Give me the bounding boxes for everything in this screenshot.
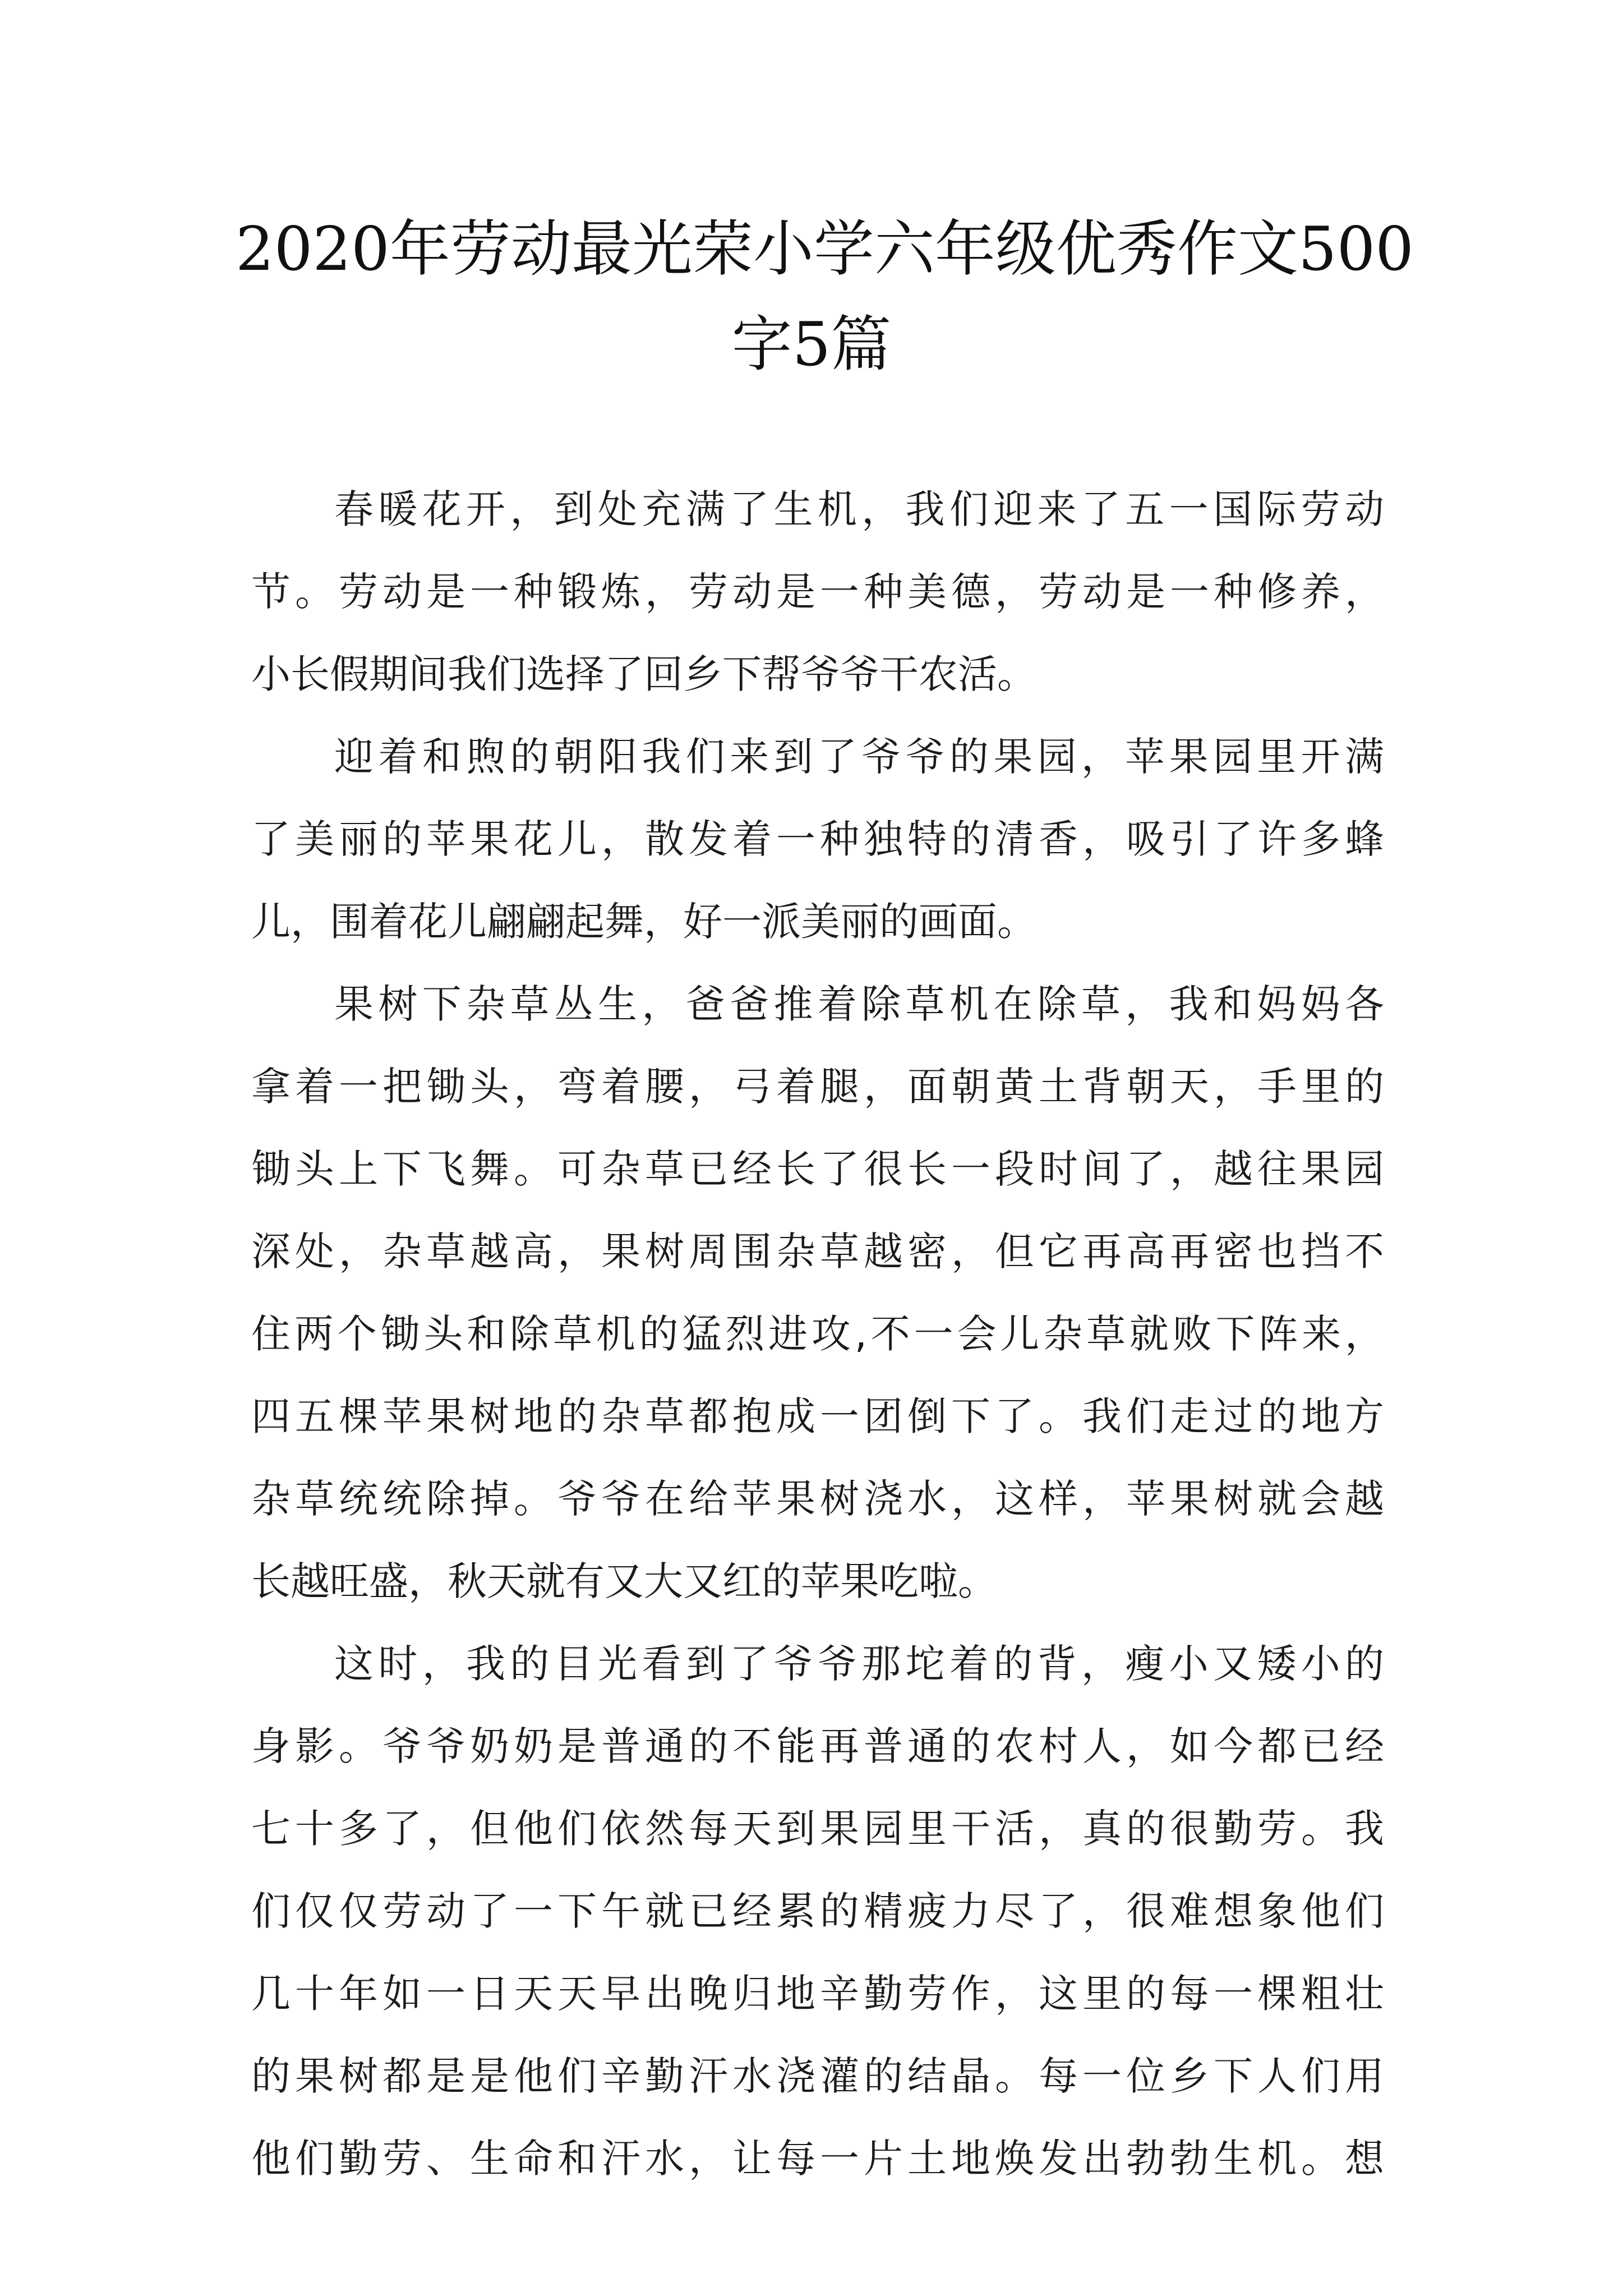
text-line: 杂草统统除掉。爷爷在给苹果树浇水，这样，苹果树就会越 — [251, 1476, 1384, 1522]
text-line: 他们勤劳、生命和汗水，让每一片土地焕发出勃勃生机。想 — [251, 2136, 1384, 2182]
text-line: 的果树都是是他们辛勤汗水浇灌的结晶。每一位乡下人们用 — [251, 2053, 1384, 2099]
text-line: 七十多了，但他们依然每天到果园里干活，真的很勤劳。我 — [251, 1806, 1384, 1852]
paragraph-4 — [251, 1623, 1384, 2200]
text-line: 迎着和煦的朝阳我们来到了爷爷的果园，苹果园里开满 — [334, 734, 1384, 780]
text-line: 拿着一把锄头，弯着腰，弓着腿，面朝黄土背朝天，手里的 — [251, 1064, 1384, 1110]
text-line: 了美丽的苹果花儿，散发着一种独特的清香，吸引了许多蜂 — [251, 816, 1384, 862]
text-line: 果树下杂草丛生，爸爸推着除草机在除草，我和妈妈各 — [334, 981, 1384, 1027]
text-line: 儿，围着花儿翩翩起舞，好一派美丽的画面。 — [251, 899, 1036, 945]
text-line: 节。劳动是一种锻炼，劳动是一种美德，劳动是一种修养， — [251, 569, 1384, 615]
document-title — [236, 202, 1414, 393]
title-line: 2020年劳动最光荣小学六年级优秀作文500 — [236, 214, 1414, 284]
paragraph-2 — [251, 716, 1384, 963]
text-line: 春暖花开，到处充满了生机，我们迎来了五一国际劳动 — [334, 486, 1384, 532]
text-line: 住两个锄头和除草机的猛烈进攻,不一会儿杂草就败下阵来， — [251, 1311, 1384, 1357]
text-line: 长越旺盛，秋天就有又大又红的苹果吃啦。 — [251, 1558, 997, 1604]
text-line: 深处，杂草越高，果树周围杂草越密，但它再高再密也挡不 — [251, 1228, 1384, 1274]
text-line: 们仅仅劳动了一下午就已经累的精疲力尽了，很难想象他们 — [251, 1888, 1384, 1934]
text-line: 几十年如一日天天早出晚归地辛勤劳作，这里的每一棵粗壮 — [251, 1971, 1384, 2017]
text-line: 身影。爷爷奶奶是普通的不能再普通的农村人，如今都已经 — [251, 1723, 1384, 1769]
document-body — [251, 468, 1384, 2200]
paragraph-3 — [251, 963, 1384, 1623]
text-line: 小长假期间我们选择了回乡下帮爷爷干农活。 — [251, 651, 1036, 697]
text-line: 锄头上下飞舞。可杂草已经长了很长一段时间了，越往果园 — [251, 1146, 1384, 1192]
text-line: 四五棵苹果树地的杂草都抱成一团倒下了。我们走过的地方 — [251, 1393, 1384, 1439]
paragraph-1 — [251, 468, 1384, 716]
text-line: 这时，我的目光看到了爷爷那坨着的背，瘦小又矮小的 — [334, 1641, 1384, 1687]
title-line: 字5篇 — [731, 310, 892, 380]
